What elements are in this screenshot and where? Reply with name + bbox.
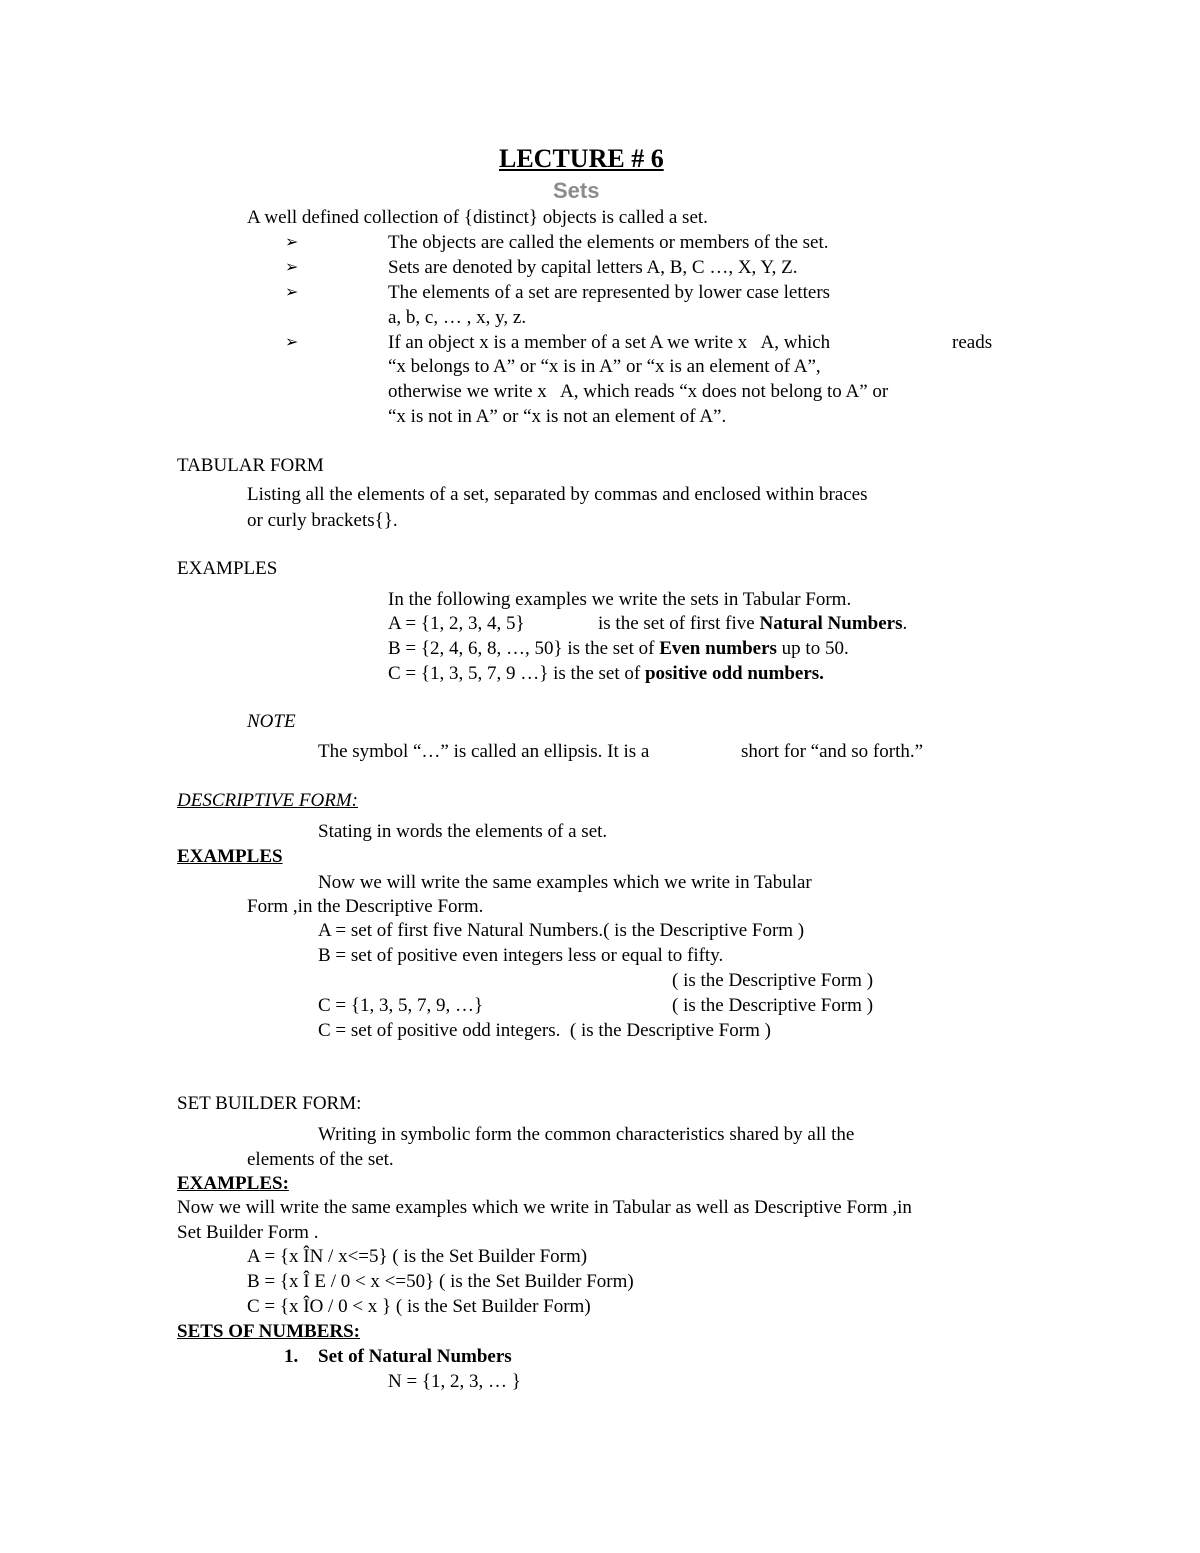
natural-numbers-set: N = {1, 2, 3, … }	[388, 1371, 521, 1392]
examples-intro: In the following examples we write the sets in Tabular Form.	[388, 589, 852, 610]
set-builder-intro: Set Builder Form .	[177, 1222, 319, 1243]
set-builder-example-b: B = {x Î E / 0 < x <=50} ( is the Set Builder Form)	[247, 1271, 634, 1292]
arrow-bullet-icon: ➢	[285, 282, 299, 301]
descriptive-form-description: Stating in words the elements of a set.	[318, 821, 608, 842]
descriptive-example-c-tabular: C = {1, 3, 5, 7, 9, …}	[318, 995, 484, 1016]
set-builder-description: Writing in symbolic form the common characteristics shared by all the	[318, 1124, 855, 1145]
descriptive-example-a: A = set of first five Natural Numbers.( is the Descriptive Form )	[318, 920, 805, 941]
sets-of-numbers-heading: SETS OF NUMBERS:	[177, 1321, 360, 1342]
descriptive-intro: Now we will write the same examples which we write in Tabular	[318, 872, 812, 893]
descriptive-example-b-tag: ( is the Descriptive Form )	[672, 970, 874, 991]
tabular-form-description: or curly brackets{}.	[247, 510, 398, 531]
list-item-label: Set of Natural Numbers	[318, 1346, 512, 1367]
set-builder-description: elements of the set.	[247, 1149, 394, 1170]
set-builder-intro: Now we will write the same examples which we write in Tabular as well as Descriptive Form ,in	[177, 1197, 912, 1218]
arrow-bullet-icon: ➢	[285, 332, 299, 351]
list-item-number: 1.	[284, 1346, 299, 1367]
descriptive-example-b: B = set of positive even integers less or equal to fifty.	[318, 945, 724, 966]
bullet-text-continued: a, b, c, … , x, y, z.	[388, 307, 527, 328]
bullet-text-continued: otherwise we write x A, which reads “x does not belong to A” or	[388, 381, 889, 402]
bullet-text-right: reads	[952, 332, 993, 353]
bullet-text-continued: “x is not in A” or “x is not an element of A”.	[388, 406, 727, 427]
examples-heading: EXAMPLES:	[177, 1173, 289, 1194]
tabular-form-heading: TABULAR FORM	[177, 455, 324, 476]
tabular-form-description: Listing all the elements of a set, separated by commas and enclosed within braces	[247, 484, 868, 505]
note-text-right: short for “and so forth.”	[741, 741, 924, 762]
bullet-text: The elements of a set are represented by lower case letters	[388, 282, 831, 303]
example-set-b: B = {2, 4, 6, 8, …, 50} is the set of Even numbers up to 50.	[388, 638, 849, 659]
note-heading: NOTE	[247, 711, 296, 732]
bullet-text: The objects are called the elements or members of the set.	[388, 232, 829, 253]
page-title: LECTURE # 6	[499, 144, 664, 173]
set-builder-heading: SET BUILDER FORM:	[177, 1093, 362, 1114]
set-builder-example-a: A = {x ÎN / x<=5} ( is the Set Builder Form)	[247, 1246, 588, 1267]
arrow-bullet-icon: ➢	[285, 232, 299, 251]
descriptive-intro: Form ,in the Descriptive Form.	[247, 896, 484, 917]
page-subtitle: Sets	[553, 178, 600, 203]
descriptive-form-heading: DESCRIPTIVE FORM:	[177, 790, 358, 811]
descriptive-example-c-tag: ( is the Descriptive Form )	[672, 995, 874, 1016]
arrow-bullet-icon: ➢	[285, 257, 299, 276]
set-definition: A well defined collection of {distinct} objects is called a set.	[247, 207, 708, 228]
set-builder-example-c: C = {x ÎO / 0 < x } ( is the Set Builder Form)	[247, 1296, 591, 1317]
example-set-a: A = {1, 2, 3, 4, 5}	[388, 613, 525, 634]
examples-heading: EXAMPLES	[177, 846, 283, 867]
note-text: The symbol “…” is called an ellipsis. It is a	[318, 741, 650, 762]
descriptive-example-c: C = set of positive odd integers. ( is the Descriptive Form )	[318, 1020, 771, 1041]
bullet-text-continued: “x belongs to A” or “x is in A” or “x is an element of A”,	[388, 356, 821, 377]
example-set-c: C = {1, 3, 5, 7, 9 …} is the set of positive odd numbers.	[388, 663, 824, 684]
example-a-description: is the set of first five Natural Numbers.	[598, 613, 908, 634]
bullet-text: If an object x is a member of a set A we write x A, which	[388, 332, 831, 353]
bullet-text: Sets are denoted by capital letters A, B, C …, X, Y, Z.	[388, 257, 798, 278]
examples-heading: EXAMPLES	[177, 558, 278, 579]
